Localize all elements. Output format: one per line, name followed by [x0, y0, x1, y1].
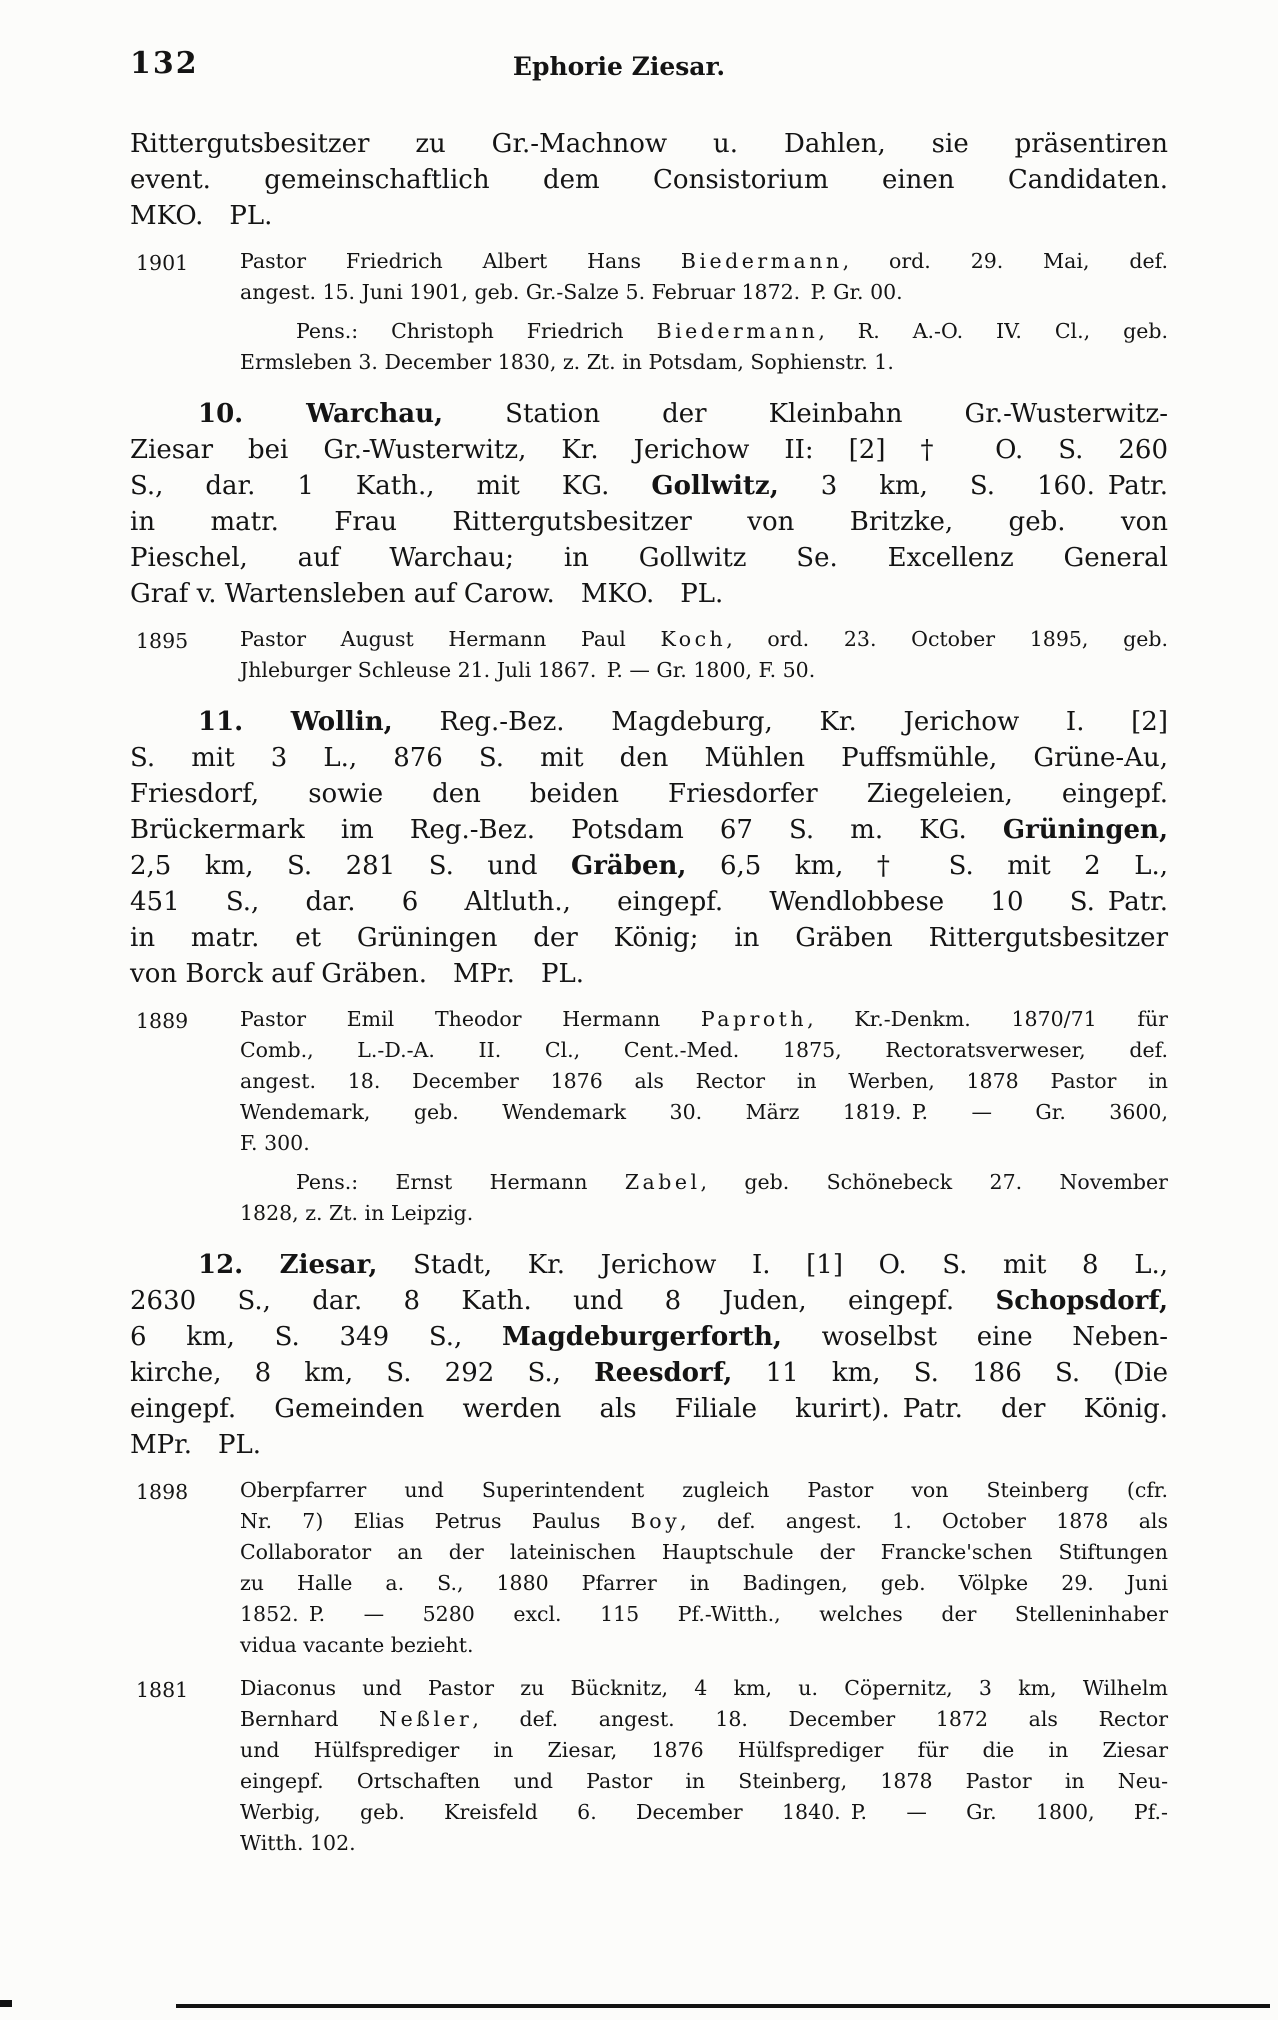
- text-line: [130, 1355, 1168, 1391]
- text-line: [240, 1704, 1168, 1735]
- text-line: [130, 812, 1168, 848]
- text-segment: Diaconus und Pastor zu Bücknitz, 4 km, u. Cöpernitz, 3 km, Wilhelm: [240, 1676, 1168, 1700]
- text-segment: in matr. et Grüningen der König; in Gräben Rittergutsbesitzer: [130, 923, 1168, 953]
- text-line: [240, 1097, 1168, 1128]
- text-segment: , ord. 29. Mai, def.: [842, 249, 1168, 273]
- entry-1898-block: [130, 1475, 1168, 1661]
- entry-year: 1889: [136, 1009, 189, 1033]
- text-segment-bold: 12. Ziesar,: [198, 1250, 378, 1280]
- text-segment: Ermsleben 3. December 1830, z. Zt. in Potsdam, Sophienstr. 1.: [240, 350, 894, 374]
- page-bottom-rule: [176, 2004, 1270, 2008]
- entry-year: 1895: [136, 629, 189, 653]
- text-line: [240, 1630, 1168, 1661]
- text-segment: S. mit 3 L., 876 S. mit den Mühlen Puffsmühle, Grüne-Au,: [130, 743, 1168, 773]
- text-line: [240, 1035, 1168, 1066]
- text-segment: , R. A.-O. IV. Cl., geb.: [818, 319, 1168, 343]
- text-line: [240, 1506, 1168, 1537]
- text-segment: eingepf. Ortschaften und Pastor in Steinberg, 1878 Pastor in Neu-: [240, 1769, 1168, 1793]
- text-segment: MPr. PL.: [130, 1430, 261, 1460]
- text-line: [130, 540, 1168, 576]
- entry-1895-block: [130, 624, 1168, 686]
- text-segment: woselbst eine Neben-: [781, 1322, 1168, 1352]
- text-segment: Friesdorf, sowie den beiden Friesdorfer Ziegeleien, eingepf.: [130, 779, 1168, 809]
- text-segment: event. gemeinschaftlich dem Consistorium einen Candidaten.: [130, 165, 1168, 195]
- text-line: [240, 1066, 1168, 1097]
- text-line: [240, 655, 1168, 686]
- text-line: [240, 1167, 1168, 1198]
- text-segment-bold: Reesdorf,: [594, 1358, 733, 1388]
- text-line: [240, 1735, 1168, 1766]
- text-segment: eingepf. Gemeinden werden als Filiale kurirt). Patr. der König.: [130, 1394, 1168, 1424]
- text-segment: Jhleburger Schleuse 21. Juli 1867. P. — Gr. 1800, F. 50.: [240, 658, 816, 682]
- text-segment: 2,5 km, S. 281 S. und: [130, 851, 572, 881]
- text-segment-bold: 11. Wollin,: [198, 707, 393, 737]
- text-segment: Station der Kleinbahn Gr.-Wusterwitz-: [443, 399, 1168, 429]
- text-segment: Reg.-Bez. Magdeburg, Kr. Jerichow I. [2]: [392, 707, 1168, 737]
- text-line: [240, 1673, 1168, 1704]
- text-segment: Collaborator an der lateinischen Hauptschule der Francke'schen Stiftungen: [240, 1540, 1168, 1564]
- text-segment: Pens.: Christoph Friedrich: [296, 319, 657, 343]
- text-segment: angest. 15. Juni 1901, geb. Gr.-Salze 5. Februar 1872. P. Gr. 00.: [240, 280, 903, 304]
- text-segment: MKO. PL.: [130, 201, 273, 231]
- page-number: 132: [130, 46, 199, 81]
- text-line: [130, 920, 1168, 956]
- text-segment: Ziesar bei Gr.-Wusterwitz, Kr. Jerichow II: [2] † O. S. 260: [130, 435, 1168, 465]
- text-line: [130, 1391, 1168, 1427]
- text-segment: 1828, z. Zt. in Leipzig.: [240, 1201, 474, 1225]
- text-segment: Nr. 7) Elias Petrus Paulus: [240, 1509, 631, 1533]
- text-segment: und Hülfsprediger in Ziesar, 1876 Hülfsprediger für die in Ziesar: [240, 1738, 1168, 1762]
- entry-year: 1898: [136, 1480, 189, 1504]
- text-segment: Stadt, Kr. Jerichow I. [1] O. S. mit 8 L.,: [377, 1250, 1169, 1280]
- text-segment: , def. angest. 18. December 1872 als Rector: [472, 1707, 1168, 1731]
- text-segment: 2630 S., dar. 8 Kath. und 8 Juden, eingepf.: [130, 1286, 996, 1316]
- text-line: [130, 504, 1168, 540]
- text-segment-spaced: Neßler: [379, 1707, 473, 1731]
- text-line: [130, 126, 1168, 162]
- text-segment-bold: Schopsdorf,: [995, 1286, 1168, 1316]
- text-segment-spaced: Biedermann: [656, 319, 819, 343]
- text-line: [130, 740, 1168, 776]
- text-segment: F. 300.: [240, 1131, 310, 1155]
- text-segment: 1852. P. — 5280 excl. 115 Pf.-Witth., welches der Stelleninhaber: [240, 1602, 1168, 1626]
- section-block: [130, 396, 1168, 612]
- text-line: [130, 1283, 1168, 1319]
- text-segment: Bernhard: [240, 1707, 380, 1731]
- text-segment-spaced: Paproth: [700, 1007, 808, 1031]
- text-segment: vidua vacante bezieht.: [240, 1633, 474, 1657]
- text-line: [130, 776, 1168, 812]
- text-line: [240, 1198, 1168, 1229]
- section-block: [130, 1247, 1168, 1463]
- section-block: [130, 704, 1168, 992]
- text-segment: Pastor Friedrich Albert Hans: [240, 249, 681, 273]
- text-line: [130, 956, 1168, 992]
- text-segment: kirche, 8 km, S. 292 S.,: [130, 1358, 595, 1388]
- text-line: [130, 162, 1168, 198]
- text-segment: , Kr.-Denkm. 1870/71 für: [807, 1007, 1168, 1031]
- text-segment: Wendemark, geb. Wendemark 30. März 1819. P. — Gr. 3600,: [240, 1100, 1168, 1124]
- text-segment: Brückermark im Reg.-Bez. Potsdam 67 S. m. KG.: [130, 815, 1003, 845]
- text-segment: Rittergutsbesitzer zu Gr.-Machnow u. Dahlen, sie präsentiren: [130, 129, 1168, 159]
- text-segment: Graf v. Wartensleben auf Carow. MKO. PL.: [130, 579, 724, 609]
- text-segment-spaced: Boy: [630, 1509, 681, 1533]
- entry-year: 1881: [136, 1678, 189, 1702]
- text-line: [240, 1797, 1168, 1828]
- text-line: [130, 1319, 1168, 1355]
- text-segment: zu Halle a. S., 1880 Pfarrer in Badingen, geb. Völpke 29. Juni: [240, 1571, 1168, 1595]
- text-segment: angest. 18. December 1876 als Rector in Werben, 1878 Pastor in: [240, 1069, 1168, 1093]
- left-edge-artifact: [0, 2000, 12, 2007]
- text-segment: Witth. 102.: [240, 1831, 356, 1855]
- text-column: [130, 126, 1168, 1859]
- text-segment: Werbig, geb. Kreisfeld 6. December 1840. P. — Gr. 1800, Pf.-: [240, 1800, 1168, 1824]
- text-segment: Pastor Emil Theodor Hermann: [240, 1007, 701, 1031]
- text-segment-bold: Gollwitz,: [651, 471, 779, 501]
- entry-year: 1901: [136, 251, 189, 275]
- pension-block: [130, 316, 1168, 378]
- pension-block: [130, 1167, 1168, 1229]
- text-segment-spaced: Biedermann: [680, 249, 843, 273]
- text-line: [240, 1537, 1168, 1568]
- text-segment-spaced: Koch: [660, 627, 727, 651]
- text-line: [240, 316, 1168, 347]
- text-segment-bold: Grüningen,: [1002, 815, 1168, 845]
- text-line: [130, 396, 1168, 432]
- text-segment: 6 km, S. 349 S.,: [130, 1322, 502, 1352]
- text-segment: in matr. Frau Rittergutsbesitzer von Britzke, geb. von: [130, 507, 1168, 537]
- text-segment: 6,5 km, † S. mit 2 L.,: [686, 851, 1169, 881]
- text-segment: 3 km, S. 160. Patr.: [778, 471, 1168, 501]
- text-segment: S., dar. 1 Kath., mit KG.: [130, 471, 652, 501]
- text-line: [240, 624, 1168, 655]
- text-line: [130, 432, 1168, 468]
- text-segment-bold: 10. Warchau,: [198, 399, 444, 429]
- text-segment: von Borck auf Gräben. MPr. PL.: [130, 959, 584, 989]
- entry-1881-block: [130, 1673, 1168, 1859]
- text-segment-bold: Magdeburgerforth,: [502, 1322, 782, 1352]
- text-segment: , def. angest. 1. October 1878 als: [680, 1509, 1168, 1533]
- text-line: [240, 1004, 1168, 1035]
- text-line: [240, 277, 1168, 308]
- paragraph-block: [130, 126, 1168, 234]
- text-line: [240, 1128, 1168, 1159]
- text-line: [240, 1766, 1168, 1797]
- text-segment: Comb., L.-D.-A. II. Cl., Cent.-Med. 1875, Rectoratsverweser, def.: [240, 1038, 1168, 1062]
- text-line: [240, 1568, 1168, 1599]
- text-segment: Oberpfarrer und Superintendent zugleich Pastor von Steinberg (cfr.: [240, 1478, 1168, 1502]
- page-header: Ephorie Ziesar.: [512, 52, 726, 81]
- text-segment: Pieschel, auf Warchau; in Gollwitz Se. Excellenz General: [130, 543, 1168, 573]
- text-line: [130, 576, 1168, 612]
- entry-1901-block: [130, 246, 1168, 308]
- text-segment: , geb. Schönebeck 27. November: [700, 1170, 1168, 1194]
- text-line: [130, 884, 1168, 920]
- text-segment: , ord. 23. October 1895, geb.: [726, 627, 1168, 651]
- entry-1889-block: [130, 1004, 1168, 1159]
- text-line: [240, 246, 1168, 277]
- text-segment-bold: Gräben,: [571, 851, 687, 881]
- text-line: [130, 1427, 1168, 1463]
- text-line: [130, 848, 1168, 884]
- text-line: [130, 468, 1168, 504]
- text-line: [240, 347, 1168, 378]
- text-line: [240, 1599, 1168, 1630]
- text-segment: Pens.: Ernst Hermann: [296, 1170, 625, 1194]
- text-line: [240, 1475, 1168, 1506]
- text-segment: 451 S., dar. 6 Altluth., eingepf. Wendlobbese 10 S. Patr.: [130, 887, 1168, 917]
- text-line: [130, 1247, 1168, 1283]
- text-line: [130, 704, 1168, 740]
- text-segment: Pastor August Hermann Paul: [240, 627, 661, 651]
- text-line: [240, 1828, 1168, 1859]
- text-segment: 11 km, S. 186 S. (Die: [732, 1358, 1169, 1388]
- text-segment-spaced: Zabel: [624, 1170, 701, 1194]
- text-line: [130, 198, 1168, 234]
